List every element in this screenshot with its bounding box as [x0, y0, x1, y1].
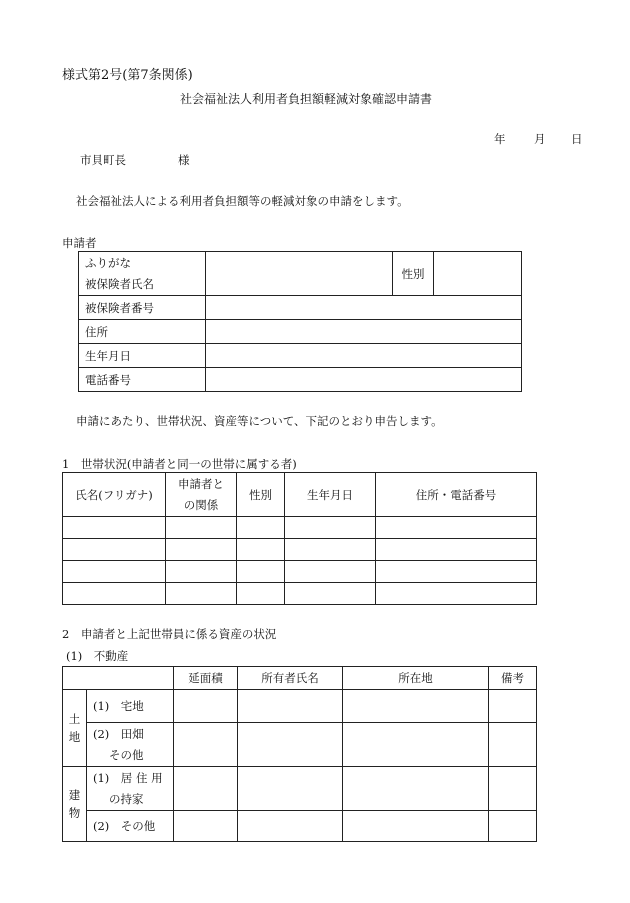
section1-heading: 1 世帯状況(申請者と同一の世帯に属する者) — [62, 457, 297, 471]
household-cell[interactable] — [166, 561, 237, 583]
household-cell[interactable] — [237, 561, 285, 583]
land-residential-label: (1) 宅地 — [87, 690, 174, 723]
land-field-line2: その他 — [109, 747, 144, 762]
applicant-table — [78, 251, 522, 392]
birthdate-field[interactable] — [206, 344, 522, 368]
date-year: 年 — [494, 132, 506, 146]
header-sex: 性別 — [237, 473, 285, 517]
asset-cell[interactable] — [489, 767, 537, 811]
building-other-label: (2) その他 — [87, 811, 174, 842]
household-table — [62, 472, 537, 605]
date-day: 日 — [571, 132, 583, 146]
building-label — [63, 767, 87, 842]
insured-number-label: 被保険者番号 — [79, 296, 206, 320]
table-row — [63, 517, 537, 539]
name-label-cell — [79, 252, 206, 296]
household-cell[interactable] — [285, 561, 376, 583]
household-cell[interactable] — [63, 539, 166, 561]
header-floor-area: 延面積 — [174, 667, 238, 690]
header-relation-line2: の関係 — [183, 497, 219, 512]
furigana-label: ふりがな — [85, 255, 131, 270]
header-remarks: 備考 — [489, 667, 537, 690]
household-cell[interactable] — [376, 583, 537, 605]
table-row — [63, 561, 537, 583]
header-birthdate: 生年月日 — [285, 473, 376, 517]
asset-cell[interactable] — [343, 811, 489, 842]
building-house-line1: (1) 居 住 用 — [93, 770, 163, 785]
addressee-name: 市貝町長 — [80, 153, 126, 167]
household-cell[interactable] — [237, 517, 285, 539]
building-label-1: 建 — [68, 788, 81, 802]
household-cell[interactable] — [376, 539, 537, 561]
household-cell[interactable] — [166, 583, 237, 605]
section2-heading: 2 申請者と上記世帯員に係る資産の状況 — [62, 627, 277, 641]
asset-cell[interactable] — [489, 690, 537, 723]
header-address-phone: 住所・電話番号 — [376, 473, 537, 517]
land-label — [63, 690, 87, 767]
header-relation-line1: 申請者と — [178, 476, 224, 491]
sex-field[interactable] — [434, 252, 522, 296]
document-title: 社会福祉法人利用者負担額軽減対象確認申請書 — [180, 92, 433, 106]
asset-cell[interactable] — [238, 723, 343, 767]
form-number: 様式第2号(第7条関係) — [62, 68, 193, 83]
assets-table — [62, 666, 537, 842]
insured-number-field[interactable] — [206, 296, 522, 320]
land-label-2: 地 — [68, 730, 81, 744]
household-cell[interactable] — [166, 517, 237, 539]
household-cell[interactable] — [63, 561, 166, 583]
header-owner: 所有者氏名 — [238, 667, 343, 690]
household-cell[interactable] — [285, 539, 376, 561]
asset-cell[interactable] — [238, 690, 343, 723]
phone-field[interactable] — [206, 368, 522, 392]
household-cell[interactable] — [237, 539, 285, 561]
assets-header-blank — [63, 667, 174, 690]
asset-cell[interactable] — [238, 767, 343, 811]
land-label-1: 土 — [68, 712, 81, 726]
household-cell[interactable] — [166, 539, 237, 561]
date-month: 月 — [534, 132, 546, 146]
intro-text: 社会福祉法人による利用者負担額等の軽減対象の申請をします。 — [76, 194, 409, 208]
land-field-label — [87, 723, 174, 767]
asset-cell[interactable] — [343, 690, 489, 723]
table-row — [63, 539, 537, 561]
sex-label: 性別 — [393, 252, 434, 296]
asset-cell[interactable] — [174, 767, 238, 811]
land-field-line1: (2) 田畑 — [93, 726, 144, 741]
phone-label: 電話番号 — [79, 368, 206, 392]
header-relation — [166, 473, 237, 517]
header-location: 所在地 — [343, 667, 489, 690]
household-cell[interactable] — [63, 583, 166, 605]
declaration-text: 申請にあたり、世帯状況、資産等について、下記のとおり申告します。 — [76, 414, 443, 428]
insured-name-label: 被保険者氏名 — [85, 276, 154, 291]
asset-cell[interactable] — [238, 811, 343, 842]
addressee-honorific: 様 — [178, 153, 190, 167]
insured-name-field[interactable] — [206, 252, 393, 296]
section2-sub: (1) 不動産 — [66, 649, 129, 663]
building-label-2: 物 — [68, 806, 81, 820]
birthdate-label: 生年月日 — [79, 344, 206, 368]
address-field[interactable] — [206, 320, 522, 344]
household-cell[interactable] — [376, 561, 537, 583]
header-name: 氏名(フリガナ) — [63, 473, 166, 517]
building-house-line2: の持家 — [109, 791, 144, 806]
asset-cell[interactable] — [343, 723, 489, 767]
household-cell[interactable] — [237, 583, 285, 605]
household-cell[interactable] — [285, 517, 376, 539]
asset-cell[interactable] — [489, 811, 537, 842]
address-label: 住所 — [79, 320, 206, 344]
applicant-heading: 申請者 — [62, 236, 97, 250]
table-row — [63, 583, 537, 605]
household-cell[interactable] — [285, 583, 376, 605]
household-cell[interactable] — [63, 517, 166, 539]
asset-cell[interactable] — [343, 767, 489, 811]
household-cell[interactable] — [376, 517, 537, 539]
building-house-label — [87, 767, 174, 811]
asset-cell[interactable] — [174, 723, 238, 767]
asset-cell[interactable] — [174, 811, 238, 842]
asset-cell[interactable] — [489, 723, 537, 767]
asset-cell[interactable] — [174, 690, 238, 723]
